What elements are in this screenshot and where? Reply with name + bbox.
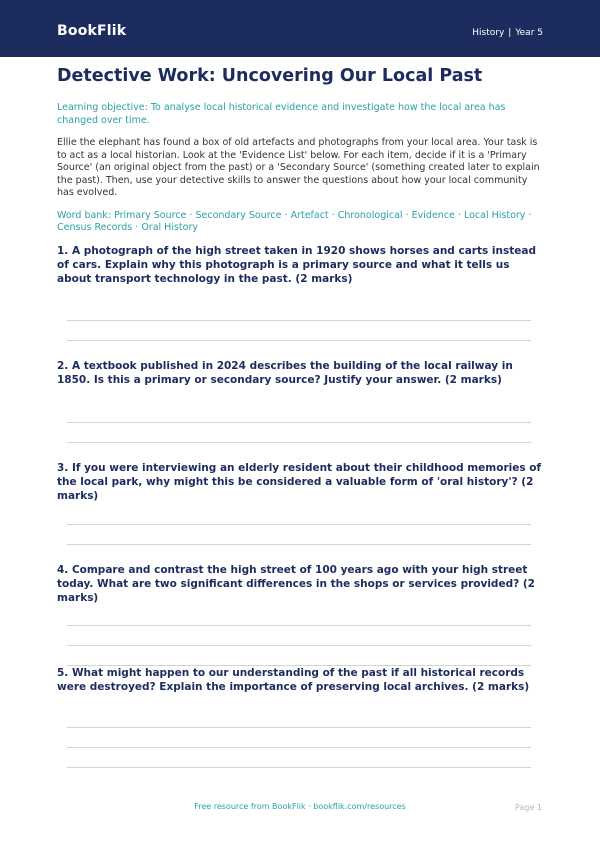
header-divider: |	[508, 28, 512, 38]
word-bank-label: Word bank:	[57, 209, 112, 221]
answer-line[interactable]	[67, 320, 531, 321]
intro-section	[57, 64, 543, 235]
answer-line[interactable]	[67, 747, 531, 748]
subject-label: History	[472, 28, 505, 38]
brand-logo: BookFlik	[57, 23, 127, 39]
question-text: 4. Compare and contrast the high street of 100 years ago with your high street today. What are two significant differences in the shops or services provided? (2 marks)	[57, 564, 535, 604]
page-title: Detective Work: Uncovering Our Local Past	[57, 66, 483, 86]
answer-line[interactable]	[67, 442, 531, 443]
answer-line[interactable]	[67, 625, 531, 626]
question-4	[57, 563, 543, 605]
word-bank-word: Local History	[463, 209, 526, 221]
question-1	[57, 244, 543, 286]
footer-credit[interactable]: Free resource from BookFlik · bookflik.com/resources	[194, 802, 406, 811]
question-text: 1. A photograph of the high street taken in 1920 shows horses and carts instead of cars. Explain why this photograph is a primary source and what it tells us about transport technology in the past. (2 marks)	[57, 245, 536, 285]
question-5	[57, 666, 543, 694]
answer-line[interactable]	[67, 524, 531, 525]
header-bar	[0, 0, 600, 57]
word-bank-word: Oral History	[141, 222, 198, 233]
answer-line[interactable]	[67, 340, 531, 341]
question-text: 3. If you were interviewing an elderly resident about their childhood memories of the local park, why might this be considered a valuable form of 'oral history'? (2 marks)	[57, 462, 542, 502]
word-separator: ·	[405, 209, 409, 221]
answer-line[interactable]	[67, 422, 531, 423]
question-2	[57, 359, 543, 387]
word-bank-word: Secondary Source	[195, 209, 282, 221]
word-bank-word: Primary Source	[114, 209, 187, 221]
question-3	[57, 461, 543, 503]
word-separator: ·	[284, 209, 288, 221]
page-number: Page 1	[515, 803, 542, 812]
header-meta	[472, 28, 543, 38]
word-bank-word: Chronological	[337, 209, 403, 221]
word-separator: ·	[457, 209, 461, 221]
question-text: 2. A textbook published in 2024 describes the building of the local railway in 1850. Is this a primary or secondary source? Justify your answer. (2 marks)	[57, 360, 513, 386]
intro-text: Ellie the elephant has found a box of old artefacts and photographs from your local area. Your task is to act as a local historian. Look at the 'Evidence List' below. For each item, decide if it is a 'Primary Source' (an original object from the past) or a 'Secondary Source' (something created later to explain the past). Then, use your detective skills to answer the questions about how your local community has evolved.	[57, 137, 540, 198]
question-text: 5. What might happen to our understanding of the past if all historical records were destroyed? Explain the importance of preserving local archives. (2 marks)	[57, 667, 530, 693]
learning-objective: Learning objective: To analyse local historical evidence and investigate how the local area has changed over time.	[57, 102, 506, 126]
answer-line[interactable]	[67, 727, 531, 728]
word-bank	[57, 210, 543, 235]
word-separator: ·	[135, 222, 139, 233]
word-bank-word: Artefact	[290, 209, 329, 221]
word-separator: ·	[331, 209, 335, 221]
answer-line[interactable]	[67, 645, 531, 646]
word-bank-word: Evidence	[411, 209, 455, 221]
word-separator: ·	[528, 209, 532, 221]
word-separator: ·	[189, 209, 193, 221]
year-label: Year 5	[515, 28, 543, 38]
answer-line[interactable]	[67, 767, 531, 768]
answer-line[interactable]	[67, 544, 531, 545]
word-bank-word: Census Records	[57, 222, 133, 233]
